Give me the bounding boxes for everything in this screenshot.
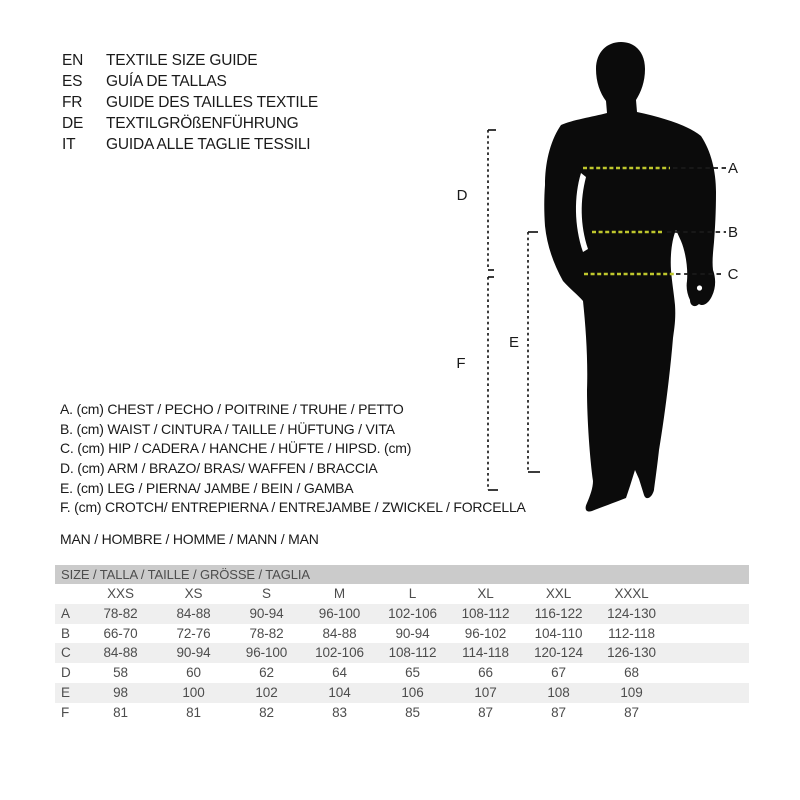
thumb-notch-shape [697, 285, 702, 290]
table-cell: 66-70 [103, 625, 138, 641]
legend-line-leg: E. (cm) LEG / PIERNA/ JAMBE / BEIN / GAMBA [60, 479, 354, 496]
title-row-en [62, 50, 318, 71]
table-cell: 84-88 [176, 605, 211, 621]
table-row-c [55, 643, 749, 663]
column-filler [668, 663, 749, 683]
label-arm-d: D [456, 187, 468, 204]
table-cell: 108-112 [388, 645, 437, 661]
label-chest-a: A [727, 160, 739, 177]
table-cell: 106 [401, 684, 424, 700]
table-cell: 109 [620, 684, 643, 700]
table-cell: 96-102 [464, 625, 507, 641]
column-header-l: L [408, 586, 417, 601]
table-cell: 68 [624, 665, 639, 681]
table-cell: 84-88 [103, 645, 138, 661]
table-cell: 83 [332, 704, 347, 720]
title-row-de [62, 113, 318, 134]
title-language-list [62, 50, 318, 155]
table-row-b [55, 624, 749, 644]
table-cell: 62 [259, 665, 274, 681]
column-filler [668, 683, 749, 703]
table-row-d [55, 663, 749, 683]
legend-line-waist: B. (cm) WAIST / CINTURA / TAILLE / HÜFTUNG / VITA [60, 420, 395, 437]
table-cell: 90-94 [249, 605, 284, 621]
column-header-s: S [262, 586, 271, 601]
row-label: B [61, 625, 70, 641]
title-row-it [62, 134, 318, 155]
column-header-xxl: XXL [545, 586, 572, 601]
column-header-xl: XL [477, 586, 494, 601]
language-code: DE [62, 114, 84, 132]
label-hip-c: C [727, 266, 739, 283]
title-row-es [62, 71, 318, 92]
table-cell: 126-130 [607, 645, 656, 661]
language-code: EN [62, 51, 84, 69]
legend-line-hip: C. (cm) HIP / CADERA / HANCHE / HÜFTE / HIPSD. (cm) [60, 440, 412, 457]
table-cell: 100 [182, 684, 205, 700]
table-cell: 87 [624, 704, 639, 720]
label-crotch-f: F [456, 355, 466, 372]
table-cell: 124-130 [607, 605, 656, 621]
table-cell: 120-124 [534, 645, 583, 661]
table-cell: 104-110 [534, 625, 583, 641]
table-cell: 87 [478, 704, 493, 720]
table-cell: 78-82 [249, 625, 284, 641]
row-label: D [61, 665, 71, 681]
language-title: TEXTILE SIZE GUIDE [106, 51, 258, 69]
table-cell: 81 [186, 704, 201, 720]
column-filler [668, 624, 749, 644]
table-cell: 102-106 [315, 645, 364, 661]
table-cell: 78-82 [103, 605, 138, 621]
row-label: E [61, 684, 70, 700]
column-filler [668, 604, 749, 624]
column-header-xxs: XXS [107, 586, 134, 601]
language-code: IT [62, 135, 76, 153]
row-label: A [61, 605, 70, 621]
table-cell: 98 [113, 684, 128, 700]
table-cell: 112-118 [608, 625, 655, 641]
table-cell: 90-94 [176, 645, 211, 661]
table-row-a [55, 604, 749, 624]
gender-heading: MAN / HOMBRE / HOMME / MANN / MAN [60, 531, 319, 547]
table-cell: 60 [186, 665, 201, 681]
legend-line-chest: A. (cm) CHEST / PECHO / POITRINE / TRUHE / PETTO [60, 401, 404, 417]
table-cell: 84-88 [322, 625, 357, 641]
row-label: C [61, 645, 71, 661]
column-filler [668, 643, 749, 663]
table-cell: 107 [474, 684, 497, 700]
language-code: FR [62, 93, 83, 111]
table-cell: 108-112 [461, 605, 510, 621]
title-row-fr [62, 92, 318, 113]
column-filler [668, 703, 749, 723]
table-cell: 90-94 [395, 625, 430, 641]
table-cell: 85 [405, 704, 420, 720]
table-cell: 72-76 [176, 625, 211, 641]
row-label: F [61, 704, 70, 720]
size-table-header-row [55, 584, 749, 604]
table-cell: 96-100 [318, 605, 361, 621]
language-title: GUÍA DE TALLAS [106, 72, 227, 90]
table-cell: 108 [547, 684, 570, 700]
column-header-blank [55, 584, 84, 604]
column-header-m: M [333, 586, 346, 601]
table-cell: 102 [255, 684, 278, 700]
language-title: TEXTILGRÖßENFÜHRUNG [106, 114, 299, 132]
table-cell: 64 [332, 665, 347, 681]
size-table-title: SIZE / TALLA / TAILLE / GRÖSSE / TAGLIA [55, 565, 749, 584]
size-table [55, 565, 749, 723]
legend-line-crotch: F. (cm) CROTCH/ ENTREPIERNA / ENTREJAMBE / ZWICKEL / FORCELLA [60, 499, 526, 516]
table-cell: 87 [551, 704, 566, 720]
table-cell: 67 [551, 665, 566, 681]
column-filler [668, 584, 749, 604]
language-title: GUIDE DES TAILLES TEXTILE [106, 93, 319, 111]
legend-line-arm: D. (cm) ARM / BRAZO/ BRAS/ WAFFEN / BRACCIA [60, 460, 378, 477]
man-silhouette-icon [544, 42, 716, 512]
table-cell: 66 [478, 665, 493, 681]
table-cell: 114-118 [462, 645, 509, 661]
column-header-xs: XS [184, 586, 203, 601]
measurement-legend [60, 400, 526, 518]
table-cell: 116-122 [534, 605, 583, 621]
language-code: ES [62, 72, 83, 90]
table-row-f [55, 703, 749, 723]
label-waist-b: B [727, 224, 739, 241]
language-title: GUIDA ALLE TAGLIE TESSILI [106, 135, 311, 153]
table-cell: 81 [113, 704, 128, 720]
table-cell: 82 [259, 704, 274, 720]
label-leg-e: E [508, 334, 520, 351]
table-cell: 96-100 [245, 645, 288, 661]
table-cell: 102-106 [388, 605, 437, 621]
column-header-xxxl: XXXL [614, 586, 649, 601]
table-cell: 104 [328, 684, 351, 700]
table-row-e [55, 683, 749, 703]
table-cell: 65 [405, 665, 420, 681]
table-cell: 58 [113, 665, 128, 681]
